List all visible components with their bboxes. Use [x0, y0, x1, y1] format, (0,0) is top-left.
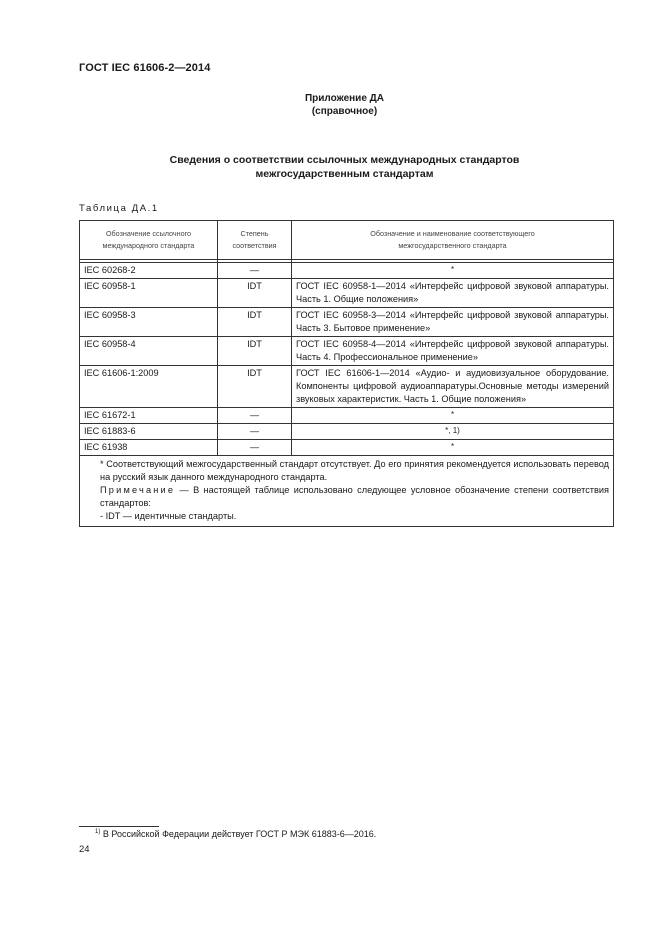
note-label: Примечание — [100, 485, 176, 495]
cell-standard: * — [292, 408, 614, 424]
cell-degree: IDT — [218, 308, 292, 337]
header-standard-line-1: Обозначение и наименование соответствующего — [370, 229, 535, 238]
cell-standard: * — [292, 440, 614, 456]
table-row — [80, 263, 614, 279]
footnote — [95, 829, 376, 839]
table-notes-row — [80, 456, 614, 527]
document-code: ГОСТ IEC 61606-2—2014 — [79, 62, 211, 74]
section-title — [0, 153, 661, 181]
cell-standard: ГОСТ IEC 60958-4—2014 «Интерфейс цифровой звуковой аппаратуры. Часть 4. Профессиональное применение» — [292, 337, 614, 366]
section-title-line-2: межгосударственным стандартам — [255, 168, 434, 180]
cell-degree: IDT — [218, 366, 292, 408]
header-standard — [292, 221, 614, 260]
table-caption: Таблица ДА.1 — [79, 203, 159, 214]
footnote-marker: 1) — [95, 829, 101, 835]
cell-reference: IEC 60958-3 — [80, 308, 218, 337]
section-title-line-1: Сведения о соответствии ссылочных международных стандартов — [169, 154, 520, 166]
table-row — [80, 366, 614, 408]
header-degree — [218, 221, 292, 260]
cell-reference: IEC 60958-4 — [80, 337, 218, 366]
cell-reference: IEC 60958-1 — [80, 279, 218, 308]
footnote-text: В Российской Федерации действует ГОСТ Р МЭК 61883-6—2016. — [100, 829, 377, 839]
table-row — [80, 279, 614, 308]
cell-standard: ГОСТ IEC 61606-1—2014 «Аудио- и аудиовизуальное оборудование. Компоненты цифровой аудиоаппаратуры.Основные методы измерений звуковых характеристик. Часть 1. Общие положения» — [292, 366, 614, 408]
header-degree-line-1: Степень — [240, 229, 269, 238]
footnote-divider — [79, 826, 159, 827]
table-note — [84, 484, 609, 510]
appendix-subtitle: (справочное) — [311, 106, 378, 117]
appendix-title: Приложение ДА — [304, 93, 385, 104]
standards-table — [79, 220, 614, 527]
cell-reference: IEC 61672-1 — [80, 408, 218, 424]
idt-definition: - IDT — идентичные стандарты. — [100, 511, 237, 521]
header-standard-line-2: межгосударственного стандарта — [398, 241, 507, 250]
appendix-heading — [0, 92, 661, 118]
cell-standard: ГОСТ IEC 60958-3—2014 «Интерфейс цифровой звуковой аппаратуры. Часть 3. Бытовое применение» — [292, 308, 614, 337]
page-number: 24 — [79, 844, 90, 855]
table-row — [80, 308, 614, 337]
header-reference-line-1: Обозначение ссылочного — [105, 229, 192, 238]
cell-reference: IEC 60268-2 — [80, 263, 218, 279]
header-reference-line-2: международного стандарта — [102, 241, 195, 250]
note-text: — В настоящей таблице использовано следующее условное обозначение степени соответствия стандартов: — [100, 485, 609, 508]
cell-standard: ГОСТ IEC 60958-1—2014 «Интерфейс цифровой звуковой аппаратуры. Часть 1. Общие положения» — [292, 279, 614, 308]
header-degree-line-2: соответствия — [232, 241, 277, 250]
table-row — [80, 337, 614, 366]
cell-degree: IDT — [218, 337, 292, 366]
header-reference — [80, 221, 218, 260]
cell-degree: IDT — [218, 279, 292, 308]
table-notes — [80, 456, 614, 527]
table-row — [80, 440, 614, 456]
cell-degree: — — [218, 440, 292, 456]
cell-degree: — — [218, 263, 292, 279]
cell-reference: IEC 61606-1:2009 — [80, 366, 218, 408]
cell-standard: * — [292, 263, 614, 279]
table-row — [80, 408, 614, 424]
cell-reference: IEC 61938 — [80, 440, 218, 456]
cell-reference: IEC 61883-6 — [80, 424, 218, 440]
star-note: * Соответствующий межгосударственный стандарт отсутствует. До его принятия рекомендуется использовать перевод на русский язык данного международного стандарта. — [100, 459, 609, 482]
table-header-row — [80, 221, 614, 260]
cell-degree: — — [218, 408, 292, 424]
cell-standard: *, 1) — [292, 424, 614, 440]
table-row — [80, 424, 614, 440]
cell-degree: — — [218, 424, 292, 440]
